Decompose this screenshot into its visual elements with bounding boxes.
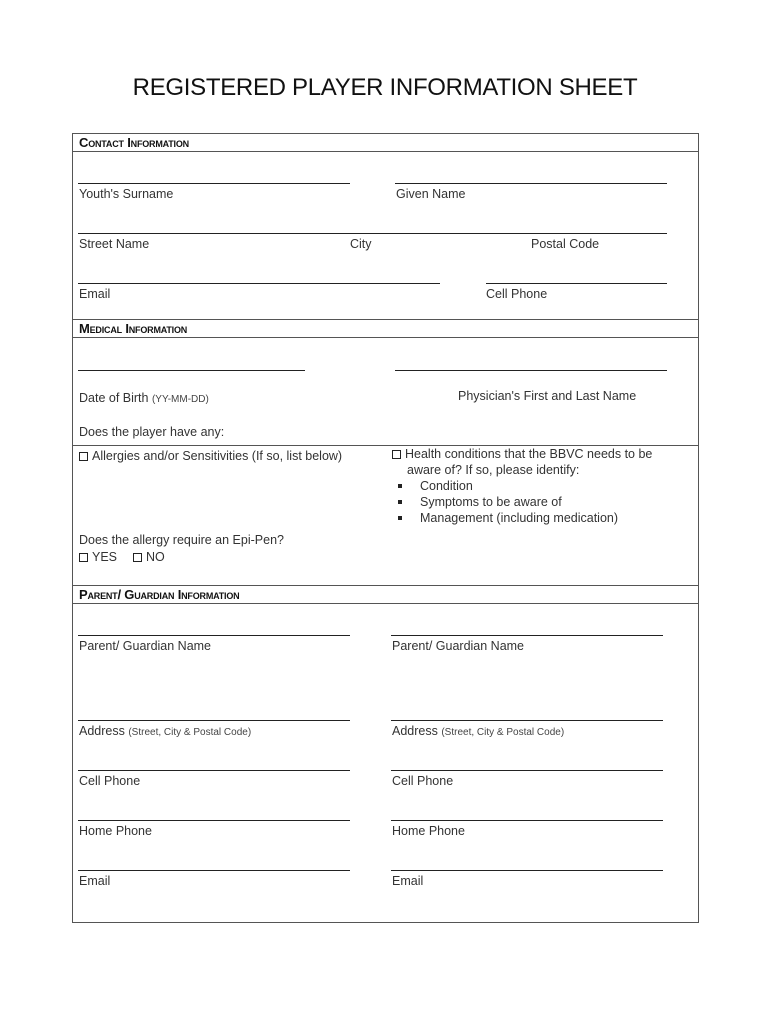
given-name-label: Given Name	[396, 187, 466, 201]
guardian2-home-phone-field[interactable]	[391, 820, 663, 821]
page-title: REGISTERED PLAYER INFORMATION SHEET	[132, 74, 638, 101]
guardian-section-heading: Parent/ Guardian Information	[79, 587, 240, 602]
guardian1-home-phone-label: Home Phone	[79, 824, 152, 838]
section-divider	[72, 151, 699, 152]
medical-question: Does the player have any:	[79, 425, 225, 439]
list-item-text: Management (including medication)	[420, 511, 619, 525]
email-label: Email	[79, 287, 111, 301]
yes-checkbox[interactable]	[79, 553, 88, 562]
physician-field[interactable]	[395, 370, 667, 371]
epipen-yes-option[interactable]	[79, 550, 117, 564]
section-divider	[72, 337, 699, 338]
guardian1-address-field[interactable]	[78, 720, 350, 721]
dob-field[interactable]	[78, 370, 305, 371]
epipen-question: Does the allergy require an Epi-Pen?	[79, 533, 284, 547]
guardian1-home-phone-field[interactable]	[78, 820, 350, 821]
address-label-text: Address	[79, 724, 125, 738]
address-hint: (Street, City & Postal Code)	[441, 727, 565, 738]
bullet-icon	[398, 484, 402, 488]
surname-label: Youth's Surname	[79, 187, 174, 201]
given-name-field[interactable]	[395, 183, 667, 184]
list-item	[398, 495, 562, 509]
bullet-icon	[398, 516, 402, 520]
guardian1-address-label	[79, 724, 251, 738]
guardian1-name-field[interactable]	[78, 635, 350, 636]
bullet-icon	[398, 500, 402, 504]
health-conditions-label-cont: aware of? If so, please identify:	[407, 463, 580, 477]
address-label-text: Address	[392, 724, 438, 738]
health-conditions-option[interactable]	[392, 447, 652, 461]
guardian1-cell-label: Cell Phone	[79, 774, 141, 788]
list-item-text: Symptoms to be aware of	[420, 495, 562, 509]
allergies-label: Allergies and/or Sensitivities (If so, list below)	[92, 449, 343, 463]
guardian1-name-label: Parent/ Guardian Name	[79, 639, 212, 653]
list-item	[398, 511, 618, 525]
guardian1-email-field[interactable]	[78, 870, 350, 871]
no-checkbox[interactable]	[133, 553, 142, 562]
address-field[interactable]	[78, 233, 667, 234]
health-conditions-checkbox[interactable]	[392, 450, 401, 459]
city-label: City	[350, 237, 372, 251]
dob-format-hint: (YY-MM-DD)	[151, 394, 209, 405]
guardian1-cell-field[interactable]	[78, 770, 350, 771]
allergies-option[interactable]	[79, 449, 342, 463]
no-label: NO	[146, 550, 165, 564]
guardian2-home-phone-label: Home Phone	[392, 824, 465, 838]
street-label: Street Name	[79, 237, 150, 251]
section-divider	[72, 603, 699, 604]
guardian2-cell-field[interactable]	[391, 770, 663, 771]
guardian2-address-label	[392, 724, 564, 738]
epipen-no-option[interactable]	[133, 550, 165, 564]
section-divider	[72, 585, 699, 586]
guardian2-email-field[interactable]	[391, 870, 663, 871]
dob-label-text: Date of Birth	[79, 391, 149, 405]
cell-phone-field[interactable]	[486, 283, 667, 284]
guardian2-cell-label: Cell Phone	[392, 774, 454, 788]
dob-label	[79, 391, 209, 405]
contact-section-heading: Contact Information	[79, 135, 189, 150]
address-hint: (Street, City & Postal Code)	[128, 727, 252, 738]
guardian1-email-label: Email	[79, 874, 111, 888]
postal-code-label: Postal Code	[531, 237, 600, 251]
cell-phone-label: Cell Phone	[486, 287, 548, 301]
guardian2-address-field[interactable]	[391, 720, 663, 721]
section-divider	[72, 445, 699, 446]
medical-section-heading: Medical Information	[79, 321, 188, 336]
email-field[interactable]	[78, 283, 440, 284]
form-box	[72, 133, 699, 923]
surname-field[interactable]	[78, 183, 350, 184]
guardian2-email-label: Email	[392, 874, 424, 888]
health-conditions-label: Health conditions that the BBVC needs to be	[405, 447, 653, 461]
list-item-text: Condition	[420, 479, 473, 493]
guardian2-name-field[interactable]	[391, 635, 663, 636]
yes-label: YES	[92, 550, 118, 564]
physician-label: Physician's First and Last Name	[458, 389, 637, 403]
section-divider	[72, 319, 699, 320]
list-item	[398, 479, 473, 493]
allergies-checkbox[interactable]	[79, 452, 88, 461]
guardian2-name-label: Parent/ Guardian Name	[392, 639, 525, 653]
